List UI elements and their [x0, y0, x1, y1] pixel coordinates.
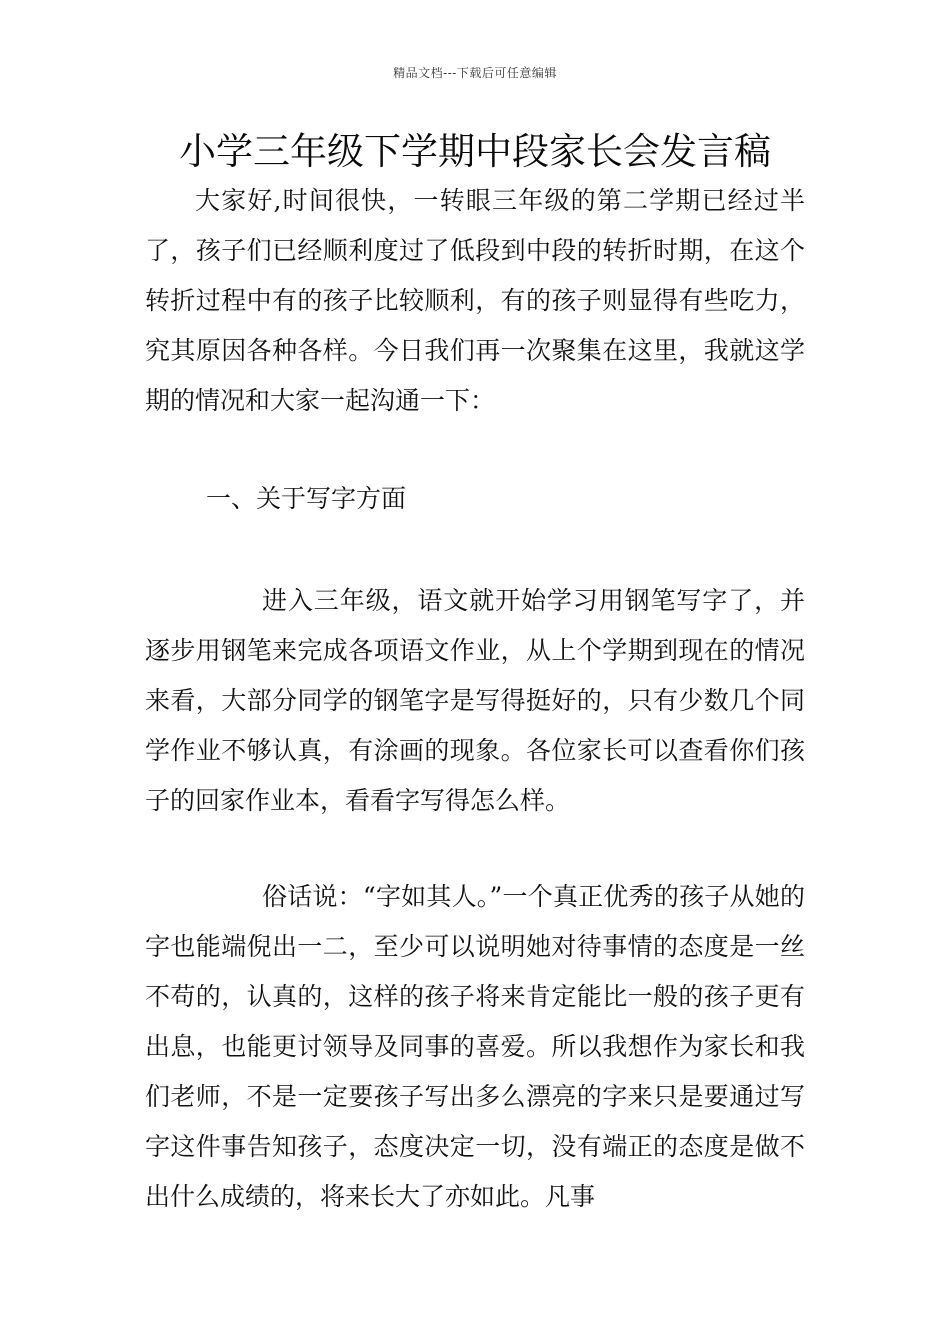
- header-note: 精品文档---下载后可任意编辑: [393, 66, 557, 80]
- section-heading-writing: 一、关于写字方面: [206, 484, 407, 513]
- writing-paragraph-2: 俗话说：“字如其人。”一个真正优秀的孩子从她的字也能端倪出一二，至少可以说明她对待事情的态度是一丝不苟的，认真的，这样的孩子将来肯定能比一般的孩子更有出息，也能更讨领导及同事的喜爱。所以我想作为家长和我们老师，不是一定要孩子写出多么漂亮的字来只是要通过写字这件事告知孩子，态度决定一切，没有端正的态度是做不出什么成绩的，将来长大了亦如此。凡事: [145, 882, 805, 1211]
- document-title: 小学三年级下学期中段家长会发言稿: [179, 130, 771, 173]
- writing-paragraph-1: 进入三年级，语文就开始学习用钢笔写字了，并逐步用钢笔来完成各项语文作业，从上个学期到现在的情况来看，大部分同学的钢笔字是写得挺好的，只有少数几个同学作业不够认真，有涂画的现象。各位家长可以查看你们孩子的回家作业本，看看字写得怎么样。: [145, 586, 805, 815]
- intro-paragraph: 大家好,时间很快，一转眼三年级的第二学期已经过半了，孩子们已经顺利度过了低段到中段的转折时期，在这个转折过程中有的孩子比较顺利，有的孩子则显得有些吃力，究其原因各种各样。今日我们再一次聚集在这里，我就这学期的情况和大家一起沟通一下：: [145, 186, 805, 415]
